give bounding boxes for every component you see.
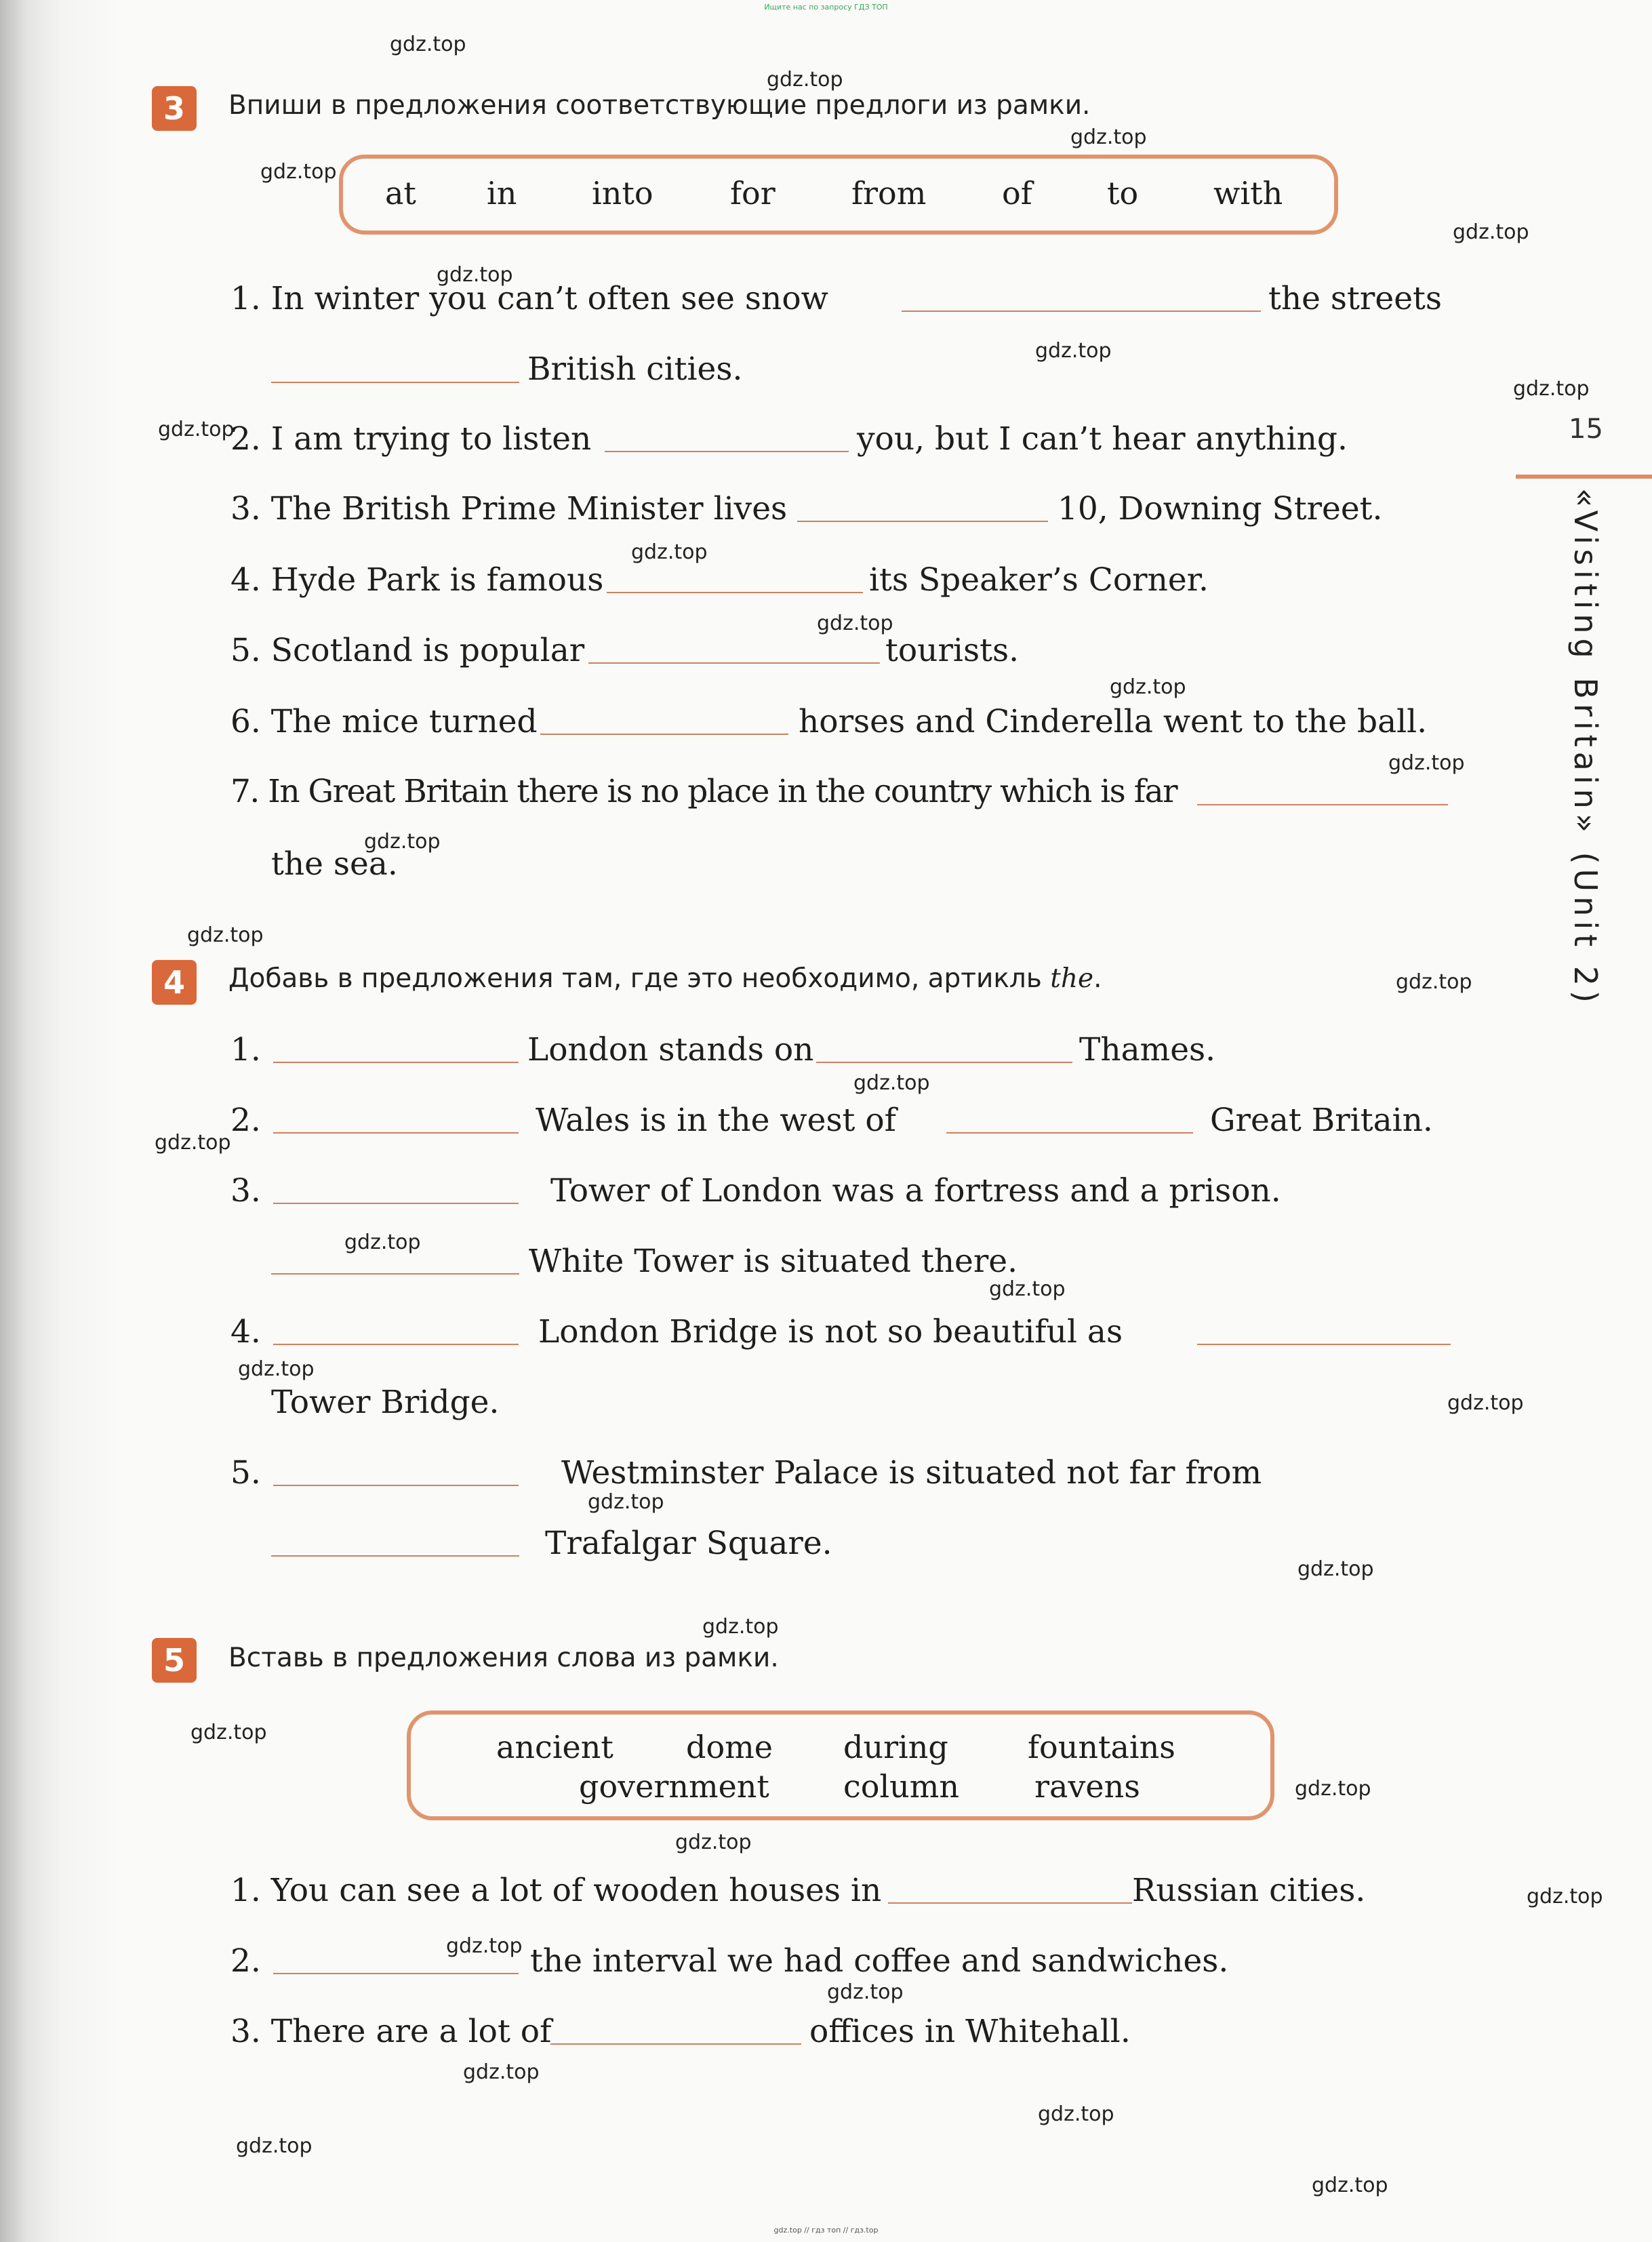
exercise-4-sentence-3-number: 3.: [230, 1172, 261, 1209]
exercise-5-sentence-3: 3. There are a lot of: [230, 2013, 552, 2050]
exercise-4-sentence-5-cont: Trafalgar Square.: [545, 1525, 832, 1562]
exercise-5-word-box: [407, 1710, 1274, 1820]
watermark: gdz.top: [989, 1277, 1066, 1301]
exercise-3-sentence-5: 5. Scotland is popular: [230, 632, 585, 669]
watermark: gdz.top: [767, 68, 843, 92]
watermark: gdz.top: [817, 612, 893, 635]
word-box-item: column: [843, 1768, 960, 1805]
exercise-3-sentence-4: 4. Hyde Park is famous: [230, 561, 604, 599]
answer-blank[interactable]: [550, 2043, 801, 2045]
word-box-item: into: [592, 175, 653, 212]
answer-blank[interactable]: [588, 662, 880, 664]
word-box-item: ravens: [1034, 1768, 1140, 1805]
word-box-item: during: [843, 1729, 948, 1765]
answer-blank[interactable]: [273, 1132, 519, 1134]
exercise-3-sentence-1: 1. In winter you can’t often see snow: [230, 280, 828, 317]
exercise-5-sentence-3-end: offices in Whitehall.: [809, 2013, 1131, 2050]
word-box-item: for: [730, 175, 775, 212]
watermark: gdz.top: [446, 1934, 523, 1958]
watermark: gdz.top: [158, 418, 235, 441]
watermark: gdz.top: [1110, 675, 1186, 699]
answer-blank[interactable]: [271, 1555, 519, 1557]
exercise-5-sentence-1-end: Russian cities.: [1132, 1872, 1366, 1909]
word-box-item: at: [385, 175, 416, 212]
exercise-3-instruction: Впиши в предложения соответствующие предлоги из рамки.: [228, 90, 1091, 121]
exercise-4-sentence-3: Tower of London was a fortress and a prison.: [550, 1172, 1281, 1209]
exercise-3-badge: 3: [152, 86, 197, 131]
exercise-3-sentence-7-cont: the sea.: [271, 845, 398, 883]
watermark: gdz.top: [853, 1071, 930, 1095]
exercise-3-sentence-7: 7. In Great Britain there is no place in the country which is far: [230, 773, 1177, 810]
watermark: gdz.top: [238, 1357, 315, 1381]
exercise-5-instruction: Вставь в предложения слова из рамки.: [228, 1643, 779, 1673]
watermark: gdz.top: [1038, 2102, 1114, 2126]
answer-blank[interactable]: [1197, 1344, 1451, 1345]
watermark: gdz.top: [1453, 220, 1529, 244]
answer-blank[interactable]: [273, 1062, 519, 1063]
footer-note: gdz.top // гдз топ // гдз.top: [773, 2226, 879, 2235]
answer-blank[interactable]: [816, 1062, 1072, 1063]
watermark: gdz.top: [1295, 1777, 1371, 1801]
watermark: gdz.top: [344, 1230, 421, 1254]
answer-blank[interactable]: [607, 592, 863, 593]
watermark: gdz.top: [827, 1980, 904, 2004]
exercise-3-sentence-2: 2. I am trying to listen: [230, 420, 592, 458]
unit-side-title-text: «Visiting Britain» (Unit 2): [1567, 488, 1604, 1007]
exercise-4-sentence-5-number: 5.: [230, 1454, 261, 1492]
watermark: gdz.top: [390, 33, 466, 56]
watermark: gdz.top: [155, 1131, 231, 1155]
exercise-3-sentence-2-end: you, but I can’t hear anything.: [857, 420, 1348, 458]
exercise-4-sentence-2-end: Great Britain.: [1210, 1102, 1433, 1139]
watermark: gdz.top: [1513, 377, 1590, 401]
watermark: gdz.top: [1297, 1557, 1374, 1581]
word-box-item: in: [487, 175, 517, 212]
exercise-4-sentence-1: London stands on: [527, 1031, 814, 1068]
watermark: gdz.top: [702, 1615, 779, 1639]
exercise-3-sentence-1-end: the streets: [1268, 280, 1443, 317]
exercise-4-sentence-1-end: Thames.: [1079, 1031, 1216, 1068]
exercise-4-instruction-end: .: [1093, 963, 1102, 994]
exercise-4-sentence-2-number: 2.: [230, 1102, 261, 1139]
word-box-item: to: [1107, 175, 1139, 212]
watermark: gdz.top: [1070, 125, 1147, 149]
exercise-4-sentence-4-number: 4.: [230, 1313, 261, 1350]
watermark: gdz.top: [190, 1721, 267, 1744]
exercise-3-sentence-3-end: 10, Downing Street.: [1057, 490, 1383, 527]
watermark: gdz.top: [260, 160, 337, 184]
exercise-3-sentence-1-cont: British cities.: [527, 351, 743, 388]
word-box-item: government: [579, 1768, 769, 1805]
watermark: gdz.top: [631, 540, 708, 564]
answer-blank[interactable]: [271, 1273, 519, 1275]
watermark: gdz.top: [437, 263, 513, 287]
watermark: gdz.top: [187, 923, 264, 947]
exercise-4-sentence-4: London Bridge is not so beautiful as: [538, 1313, 1123, 1350]
exercise-4-sentence-4-cont: Tower Bridge.: [271, 1384, 500, 1421]
answer-blank[interactable]: [946, 1132, 1193, 1134]
unit-side-title: [1566, 488, 1613, 1098]
word-box-item: dome: [686, 1729, 773, 1765]
exercise-4-article: the: [1050, 963, 1094, 994]
watermark: gdz.top: [588, 1490, 664, 1514]
answer-blank[interactable]: [605, 451, 849, 452]
exercise-5-badge: 5: [152, 1638, 197, 1683]
exercise-3-sentence-3: 3. The British Prime Minister lives: [230, 490, 788, 527]
side-rule: [1516, 475, 1652, 479]
exercise-4-instruction: [228, 963, 1102, 994]
word-box-item: of: [1002, 175, 1032, 212]
answer-blank[interactable]: [273, 1344, 519, 1345]
word-box-item: fountains: [1028, 1729, 1175, 1765]
exercise-5-sentence-2-number: 2.: [230, 1942, 261, 1980]
exercise-3-sentence-6-end: horses and Cinderella went to the ball.: [799, 703, 1428, 740]
exercise-5-sentence-1: 1. You can see a lot of wooden houses in: [230, 1872, 882, 1909]
answer-blank[interactable]: [273, 1203, 519, 1204]
word-box-item: from: [851, 175, 927, 212]
page-number: 15: [1569, 414, 1603, 445]
watermark: gdz.top: [1388, 751, 1465, 775]
exercise-5-sentence-2: the interval we had coffee and sandwiches.: [530, 1942, 1229, 1980]
watermark: gdz.top: [1447, 1391, 1524, 1415]
watermark: gdz.top: [675, 1830, 752, 1854]
exercise-4-sentence-3-cont: White Tower is situated there.: [529, 1243, 1018, 1280]
word-box-item: with: [1213, 175, 1283, 212]
answer-blank[interactable]: [271, 382, 519, 383]
exercise-4-sentence-5: Westminster Palace is situated not far from: [561, 1454, 1262, 1492]
answer-blank[interactable]: [273, 1485, 519, 1486]
watermark: gdz.top: [1527, 1885, 1603, 1908]
watermark: gdz.top: [1396, 970, 1472, 994]
exercise-3-sentence-6: 6. The mice turned: [230, 703, 538, 740]
exercise-4-sentence-1-number: 1.: [230, 1031, 261, 1068]
watermark: gdz.top: [1312, 2174, 1388, 2197]
answer-blank[interactable]: [797, 521, 1048, 522]
exercise-3-sentence-4-end: its Speaker’s Corner.: [869, 561, 1209, 599]
watermark: gdz.top: [463, 2060, 540, 2084]
answer-blank[interactable]: [1197, 804, 1448, 805]
answer-blank[interactable]: [273, 1973, 519, 1974]
answer-blank[interactable]: [902, 311, 1261, 312]
watermark: gdz.top: [1035, 339, 1112, 363]
word-box-item: ancient: [496, 1729, 613, 1765]
exercise-4-badge: 4: [152, 960, 197, 1005]
header-note: Ищите нас по запросу ГДЗ ТОП: [764, 3, 888, 12]
watermark: gdz.top: [236, 2134, 313, 2158]
answer-blank[interactable]: [540, 734, 788, 735]
watermark: gdz.top: [364, 830, 441, 854]
exercise-4-sentence-2: Wales is in the west of: [536, 1102, 897, 1139]
exercise-3-sentence-5-end: tourists.: [885, 632, 1020, 669]
exercise-4-instruction-text: Добавь в предложения там, где это необходимо, артикль: [228, 963, 1051, 994]
answer-blank[interactable]: [888, 1902, 1132, 1904]
